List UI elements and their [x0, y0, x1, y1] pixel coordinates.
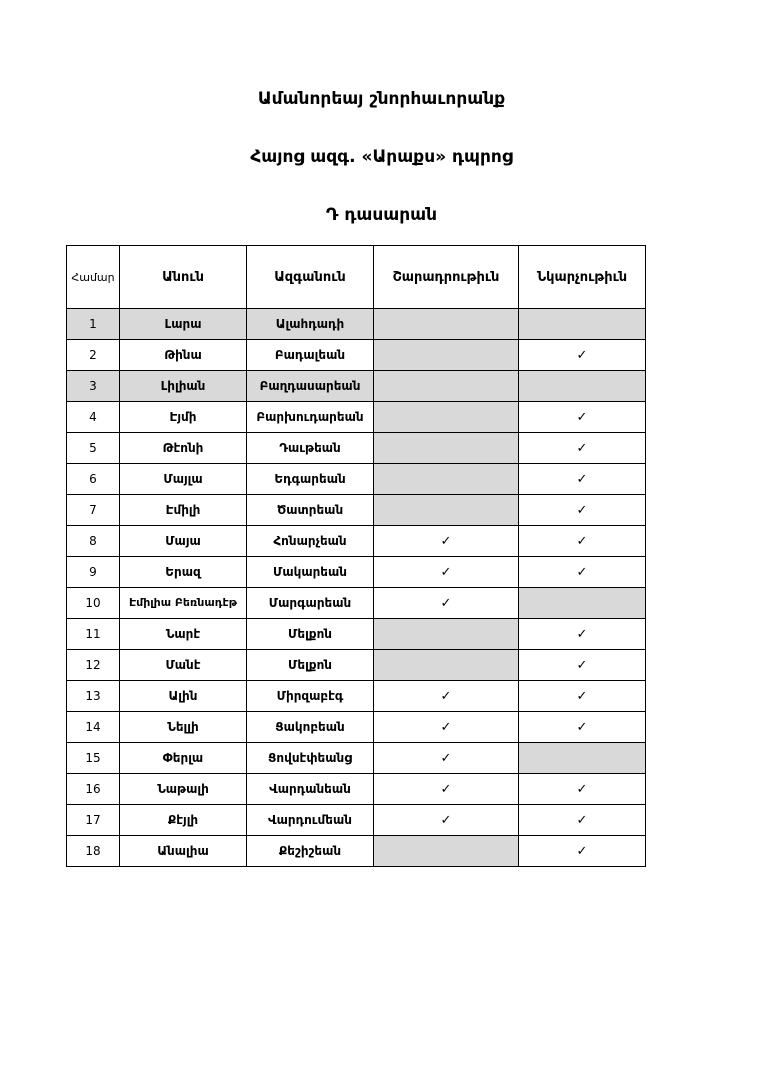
column-header-last-name: Ազգանուն	[247, 246, 374, 309]
document-title: Ամանորեայ շնորհաւորանք	[257, 89, 506, 109]
cell-essay	[374, 340, 519, 371]
cell-drawing: ✓	[519, 712, 646, 743]
cell-last-name: Հոնարչեան	[247, 526, 374, 557]
column-header-first-name: Անուն	[120, 246, 247, 309]
cell-essay	[374, 371, 519, 402]
cell-first-name: Նաթալի	[120, 774, 247, 805]
table-row	[67, 650, 646, 681]
cell-first-name: Քէյլի	[120, 805, 247, 836]
table-row	[67, 495, 646, 526]
cell-last-name: Եդգարեան	[247, 464, 374, 495]
cell-number: 5	[67, 433, 120, 464]
column-header-drawing: Նկարչութիւն	[519, 246, 646, 309]
cell-drawing: ✓	[519, 650, 646, 681]
cell-drawing: ✓	[519, 681, 646, 712]
cell-last-name: Մակարեան	[247, 557, 374, 588]
cell-essay	[374, 619, 519, 650]
cell-number: 3	[67, 371, 120, 402]
table-row	[67, 619, 646, 650]
cell-last-name: Բաղդասարեան	[247, 371, 374, 402]
cell-last-name: Ցակոբեան	[247, 712, 374, 743]
table-row	[67, 464, 646, 495]
cell-first-name: Լիլիան	[120, 371, 247, 402]
cell-number: 16	[67, 774, 120, 805]
cell-essay: ✓	[374, 774, 519, 805]
table-row	[67, 309, 646, 340]
table-body	[67, 309, 646, 867]
cell-first-name: Թէոնի	[120, 433, 247, 464]
cell-first-name: Անալիա	[120, 836, 247, 867]
cell-essay: ✓	[374, 557, 519, 588]
cell-last-name: Վարդանեան	[247, 774, 374, 805]
cell-essay: ✓	[374, 526, 519, 557]
students-table	[66, 245, 646, 867]
cell-last-name: Ցովսէփեանց	[247, 743, 374, 774]
cell-number: 9	[67, 557, 120, 588]
column-header-essay: Շարադրութիւն	[374, 246, 519, 309]
cell-first-name: Նարէ	[120, 619, 247, 650]
cell-number: 12	[67, 650, 120, 681]
cell-drawing: ✓	[519, 433, 646, 464]
class-name: Դ դասարան	[325, 205, 437, 225]
cell-first-name: Նելլի	[120, 712, 247, 743]
table-row	[67, 433, 646, 464]
cell-last-name: Միրզաբէգ	[247, 681, 374, 712]
cell-first-name: Փերլա	[120, 743, 247, 774]
cell-last-name: Ծատրեան	[247, 495, 374, 526]
cell-essay	[374, 309, 519, 340]
cell-first-name: Մայա	[120, 526, 247, 557]
cell-number: 15	[67, 743, 120, 774]
cell-last-name: Մարգարեան	[247, 588, 374, 619]
cell-number: 4	[67, 402, 120, 433]
cell-last-name: Վարդումեան	[247, 805, 374, 836]
cell-number: 11	[67, 619, 120, 650]
cell-first-name: Էմիլիա Բեռնադէթ	[120, 588, 247, 619]
cell-first-name: Թինա	[120, 340, 247, 371]
table-row	[67, 836, 646, 867]
cell-drawing: ✓	[519, 774, 646, 805]
cell-last-name: Բադալեան	[247, 340, 374, 371]
table-row	[67, 340, 646, 371]
cell-essay	[374, 433, 519, 464]
table-row	[67, 712, 646, 743]
table-row	[67, 805, 646, 836]
cell-essay	[374, 402, 519, 433]
cell-number: 7	[67, 495, 120, 526]
cell-essay	[374, 464, 519, 495]
cell-first-name: Երազ	[120, 557, 247, 588]
cell-drawing: ✓	[519, 402, 646, 433]
cell-number: 2	[67, 340, 120, 371]
cell-drawing	[519, 371, 646, 402]
cell-number: 1	[67, 309, 120, 340]
cell-first-name: Մանէ	[120, 650, 247, 681]
table-header-row	[67, 246, 646, 309]
school-name: Հայոց ազգ. «Արաքս» դպրոց	[250, 147, 513, 167]
cell-essay: ✓	[374, 712, 519, 743]
cell-essay	[374, 650, 519, 681]
table-row	[67, 588, 646, 619]
table-row	[67, 681, 646, 712]
cell-essay: ✓	[374, 743, 519, 774]
cell-last-name: Ալահդադի	[247, 309, 374, 340]
cell-number: 13	[67, 681, 120, 712]
cell-number: 8	[67, 526, 120, 557]
cell-drawing: ✓	[519, 619, 646, 650]
cell-number: 18	[67, 836, 120, 867]
cell-number: 14	[67, 712, 120, 743]
cell-drawing: ✓	[519, 526, 646, 557]
cell-first-name: Լարա	[120, 309, 247, 340]
cell-first-name: Էմիլի	[120, 495, 247, 526]
cell-drawing: ✓	[519, 464, 646, 495]
table-row	[67, 743, 646, 774]
column-header-number: Համար	[67, 246, 120, 309]
table-row	[67, 774, 646, 805]
cell-first-name: Էյմի	[120, 402, 247, 433]
cell-essay	[374, 836, 519, 867]
table-row	[67, 402, 646, 433]
cell-drawing: ✓	[519, 836, 646, 867]
cell-first-name: Մայլա	[120, 464, 247, 495]
cell-last-name: Քեշիշեան	[247, 836, 374, 867]
cell-drawing	[519, 309, 646, 340]
cell-essay: ✓	[374, 681, 519, 712]
cell-drawing: ✓	[519, 495, 646, 526]
cell-number: 10	[67, 588, 120, 619]
cell-essay: ✓	[374, 588, 519, 619]
cell-drawing	[519, 588, 646, 619]
cell-last-name: Դաւթեան	[247, 433, 374, 464]
table-row	[67, 557, 646, 588]
cell-essay	[374, 495, 519, 526]
cell-last-name: Մելքոն	[247, 650, 374, 681]
cell-last-name: Բարխուդարեան	[247, 402, 374, 433]
table-row	[67, 526, 646, 557]
cell-drawing: ✓	[519, 805, 646, 836]
cell-number: 17	[67, 805, 120, 836]
cell-first-name: Ալին	[120, 681, 247, 712]
cell-drawing: ✓	[519, 557, 646, 588]
cell-drawing: ✓	[519, 340, 646, 371]
table-row	[67, 371, 646, 402]
cell-number: 6	[67, 464, 120, 495]
cell-drawing	[519, 743, 646, 774]
cell-last-name: Մելքոն	[247, 619, 374, 650]
cell-essay: ✓	[374, 805, 519, 836]
